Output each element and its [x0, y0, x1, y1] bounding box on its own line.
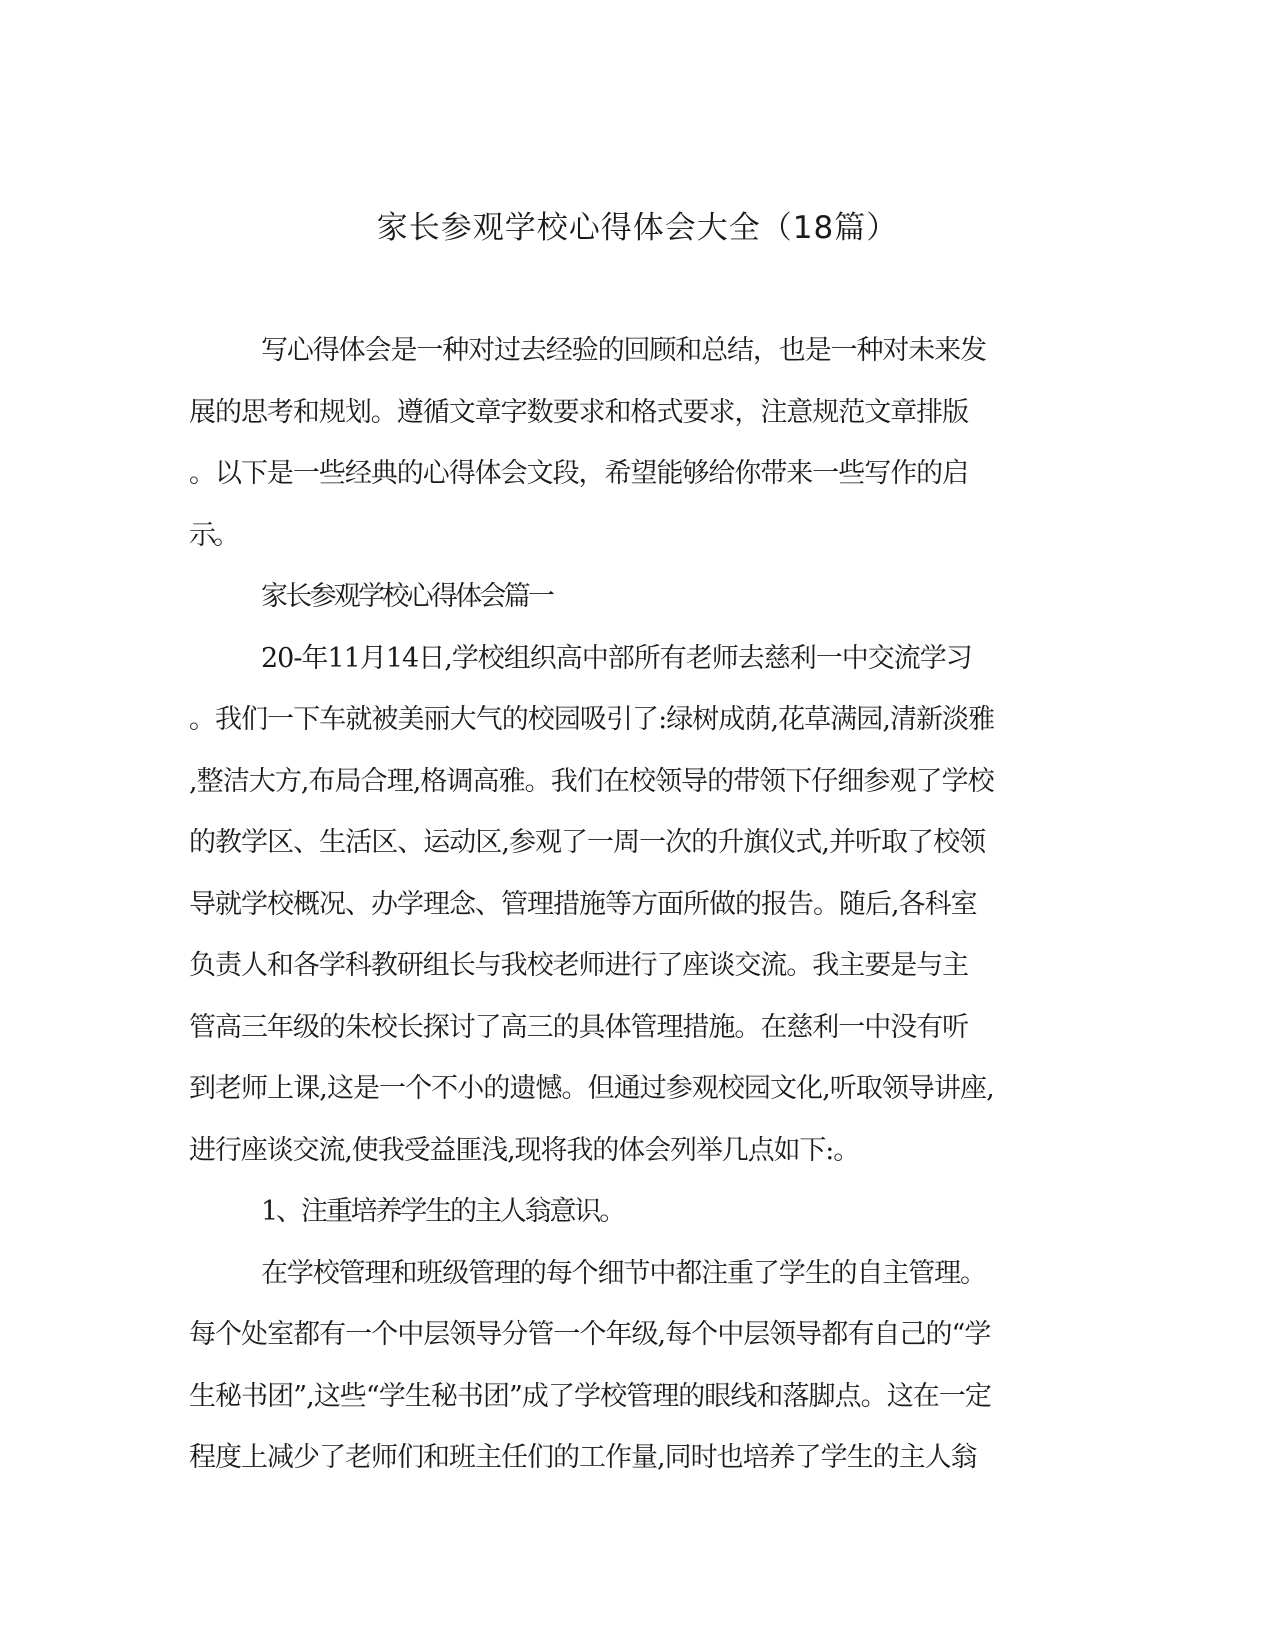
text-line: 1、注重培养学生的主人翁意识。 [261, 1196, 625, 1227]
text-line: 管高三年级的朱校长探讨了高三的具体管理措施。在慈利一中没有听 [189, 1011, 969, 1043]
text-line: 写心得体会是一种对过去经验的回顾和总结，也是一种对未来发 [261, 335, 986, 366]
text-line: 进行座谈交流,使我受益匪浅,现将我的体会列举几点如下:。 [189, 1134, 860, 1166]
text-line: 20-年11月14日,学校组织高中部所有老师去慈利一中交流学习 [261, 642, 972, 674]
text-line: 的教学区、生活区、运动区,参观了一周一次的升旗仪式,并听取了校领 [189, 827, 986, 858]
text-line: ,整洁大方,布局合理,格调高雅。我们在校领导的带领下仔细参观了学校 [189, 765, 994, 797]
document-body [189, 331, 1079, 1500]
text-line: 在学校管理和班级管理的每个细节中都注重了学生的自主管理。 [261, 1257, 986, 1289]
text-line: 生秘书团”,这些“学生秘书团”成了学校管理的眼线和落脚点。这在一定 [189, 1380, 991, 1412]
document-title: 家长参观学校心得体会大全（18篇） [376, 210, 899, 246]
text-line: 。我们一下车就被美丽大气的校园吸引了:绿树成荫,花草满园,清新淡雅 [189, 704, 995, 735]
text-line: 到老师上课,这是一个不小的遗憾。但通过参观校园文化,听取领导讲座, [189, 1073, 994, 1104]
text-line: 每个处室都有一个中层领导分管一个年级,每个中层领导都有自己的“学 [189, 1319, 991, 1350]
text-line: 示。 [189, 519, 237, 551]
text-line: 家长参观学校心得体会篇一 [261, 581, 553, 612]
text-line: 导就学校概况、办学理念、管理措施等方面所做的报告。随后,各科室 [189, 888, 977, 920]
text-line: 。以下是一些经典的心得体会文段，希望能够给你带来一些写作的启 [189, 458, 969, 489]
text-line: 负责人和各学科教研组长与我校老师进行了座谈交流。我主要是与主 [189, 950, 969, 981]
text-line: 展的思考和规划。遵循文章字数要求和格式要求，注意规范文章排版 [189, 396, 969, 428]
text-line: 程度上减少了老师们和班主任们的工作量,同时也培养了学生的主人翁 [189, 1442, 977, 1473]
